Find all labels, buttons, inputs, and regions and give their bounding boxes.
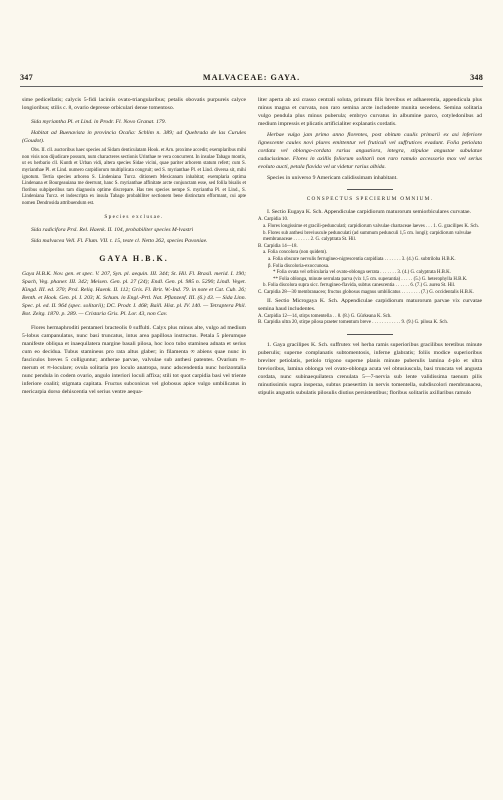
excluded-species-1: Sida radicifora Prsl. Rel. Haenk. II. 104, probabiliter species M-lvastri <box>31 226 194 233</box>
right-column <box>258 96 482 400</box>
paragraph-diagnosis-end: sime pedicellatis; calycis 5-fidi laciniis ovato-triangularibus; petalis obovatis purpureis calyce longioribus; stilis c. 8, ovario depresse orbiculari dense tomentoso. <box>22 97 246 112</box>
key-line: ** Folia oblonga, minute serrulata parva (vix 1,5 cm. superantia) . . . . . (5.) G. heterophylla H.B.K. <box>273 276 468 282</box>
habit-description: Herbae vulgo jam primo anno florentes, post obitum caulis primarii ex axi inferiore lignescente caules novi plures emittentur vel fruticuli vel suffrutices evadunt. Folia petiolata cordata vel oblongo-cordata rarius angustiora, integra, stipulae angustae subulatae caducissimae. Flores in axillis foliorum solitarii non raro ramulo accessorio mox vel serius evoluto aucti, petala flavida vel ut videtur rarius albida. <box>258 132 482 171</box>
genus-title: GAYA H.B.K. <box>99 253 169 263</box>
page-number-right: 348 <box>470 73 483 82</box>
observation-note: Obs. II. cll. auctoribus haec species ad Sidam denticulatam Hook. et Arn. proxime accedit; exemplaribus mihi non visis non dijudicare possum, num characteres sectionis Urinthae re vera concurrent. In insulae Tabago montis, ut ex herbario cll. Kunth et Urban vidi, altera species Sidae vicini, quae pariter arborem statum refert; cum S. myrianthae Pl. et Lind. numero carpidiorum multiplicata congruit; sed S. myrianthae Pl. et Lind. diversa sit, mihi ignotum. Tertia species arborea S. Lindeniana Turcz. ditionem Mexicanam inhabitat; exemplaria optima Lindenana et Bourgeauiana me deerrunt, hanc S. myrianthae affinitate arcte conjunctam esse, sed folila bisalis et floribus subpiperibus tam diagnosin optime discrepare. Has tres species nempe S. myriantha Pl. et Lind., S. Lindeniana Turcz. et indescripta ex insula Tabago probabiliter sectionem bene distinctam efformant, cui apte nomen Dendrosida attribuendum est. <box>22 148 246 206</box>
running-header <box>20 73 483 87</box>
conspectus-heading: CONSPECTUS SPECIERUM OMNIUM. <box>306 196 434 203</box>
species-entry-gracilipes: 1. Gaya gracilipes K. Sch. suffrutex vel herba ramis superioribus gracilibus teretibus minute puberulis; superne complanatis subtomentosis, inferne glabratis; foliis modice superioribus breviter petiolatis, petiolo trigono superne planis minute puberulis lamina 4-plo et ultra brevioribus, lamina oblonga vel ovato-oblonga acuta vel obtusiuscula, basi truncata vel angusta cordata, nunc subinaequilatera crenulata 5—7-nervia sub lente validissima taenum pilis minutissimis supra insperaa, subtus praesertim in nervis tomentella, subdiscolori membranacea, stipulis angustis subulatis pilosulis diutius persistentibus; floribus solitariis axillaribus ramulo <box>258 341 482 397</box>
key-line: B. Carpidia 14—18. <box>258 243 298 249</box>
key-line: b. Flores sub anthesi breviuscule pedunculati (ad summum pedunculi 1,5 cm. longi); carpidiorum valvulae membranaceae . . . . . . . 2. G. calyptrata St. Hil. <box>263 230 472 243</box>
excluded-species-2: Sida malvacea Vell. Fl. Flum. VII. t. 15, teste cl. Netto 262, species Pavoniae. <box>31 237 208 244</box>
citation-sida-myriantha: Sida myriantha Pl. et Lind. in Prodr. Fl. Novo Granat. 179. <box>31 119 167 126</box>
page-number-left: 347 <box>20 73 33 82</box>
genus-description: Flores hermaphroditi pentameri bracteolis 0 suffulti. Calyx plus minus alte, vulgo ad medium 5-lobus campanulatus, nunc basi truncatus, intus area papillosa instructus. Petala 5 plerumque manifeste obliqua et inaequilatera margine basali pilosa, hoc loco tubo staminea adnata et serius cum eo decidua. Tubus stamineus pro rata altus glaber; in filamenta ∞ abiens quae nunc in fasciculos breves 5 colliguntur; antherae parvae, valvulae sub anthesi patentes. Ovarium ∞-merum et ∞-loculare; ovula solitaria pro loculo anatropa, nunc adscendentia nunc horizontalia nunc pendula in codem ovario, angulo interiori loculi affixa; stili tot quot carpidia basi vel triente inferiore coaliti; stigmata capitata. Fructus subconicus vel globosus apice vulgo umbilicatus in mericarpia dorso dehiscentia vel serius ventre aequa- <box>22 324 246 396</box>
key-line: A. Carpidia 12—14, stirps tomentella . . 8. (8.) G. Gürkeana K. Sch. <box>258 313 392 319</box>
key-line: a. Folia concolora (non quidem). <box>263 250 328 256</box>
key-line: b. Folia discolora supra sicc. ferrugineo-flavida, subtus canescentia . . . . . . 6. (7.) G. aurea St. Hil. <box>263 283 456 289</box>
section-divider <box>347 189 393 190</box>
key-line: B. Carpidia ultra 20, stirpe pilosa praeter tomentum breve . . . . . . . . . . . . 9. (9.) G. pilosa K. Sch. <box>258 320 449 326</box>
species-count: Species in universo 9 Americam calidissimam inhabitant. <box>267 175 398 182</box>
running-title: MALVACEAE: GAYA. <box>202 73 301 82</box>
habitat-note: Habitat ad Buenavista in provincia Ocaña: Schlim n. 389; ad Quebrada de las Curules (Goudot). <box>22 130 246 145</box>
section-microgaya: II. Sectio Microgaya K. Sch. Appendiculae carpidiorum maturorum parvae vix curvatae semina haud includentes. <box>258 297 482 312</box>
excluded-species-heading: Species exclusae. <box>104 213 164 220</box>
genus-synonymy: Gaya H.B.K. Nov. gen. et spec. V. 207, Syn. pl. aequin. III. 344; St. Hil. Fl. Brasil. merid. I. 190; Spach, Veg. phaner. III. 342; Meisen. Gen. pl. 27 (24); Endl. Gen. pl. 985 n. 5290; Lindl. Veget. Kingd. III. ed. 370; Prsl. Reliq. Haenk. II. 112; Gris. Fl. Brit. W.-Ind. 79. in note et Cat. Cub. 26; Benth. et Hook. Gen. pl. I. 203; K. Schum. in Engl.-Prtl. Nat. Pflanzenf. III. (6.) 43. — Sida Linn. Spec. pl. ed. II. 964 (spec. solitarii); DC. Prodr. I. 468; Baill. Hist. pl. IV. 140. — Tetraptera Phil. Bot. Zeitg. 1870. p. 289. — Cristaria Gris. Pl. Lor. 43, non Cav. <box>22 270 246 317</box>
key-line: a. Flores longissime et gracili-pedunculati; carpidiorum valvulae chartaceae laeves . . . 1. G. gracilipes K. Sch. <box>263 224 479 230</box>
key-line: a. Folia obscure nervulis ferrugineo-nigrescentia carpidiata . . . . . . . 3. (4.) G. subtriloba H.B.K. <box>268 257 456 263</box>
key-line: β. Folia discoloria-exoccunosa. <box>268 263 330 269</box>
section-divider <box>347 334 393 335</box>
key-line: A. Carpidia 10. <box>258 217 289 223</box>
key-line: * Folia ovata vel orbicularia vel ovato-oblonga serrata . . . . . . . 3. (4.) G. calyptrata H.B.K. <box>273 270 451 276</box>
description-continued: liter aperta ab axi crasso centrali soluta, primum filis brevibus et adhaerentia, appendicula plus minus magna et curvata, non raro semina arcte includente munita secedens. Semina solitaria vulgo pendula plus minus puberula; embryo curvatus in albumine parco, cotyledonibus ad medium impressis et plicatis artificialiter explanatis cordatis. <box>258 97 482 128</box>
section-eugaya: I. Sectio Eugaya K. Sch. Appendiculae carpidiorum maturorum semiorbiculares curvatae. <box>267 209 471 216</box>
left-column <box>22 96 246 399</box>
header-rule <box>20 86 483 87</box>
key-line: C. Carpidia 28—30 membranaceo; fructus globosus magnus umbilicatus . . . . . . . . (7.) G. occidentalis H.B.K. <box>258 290 474 295</box>
